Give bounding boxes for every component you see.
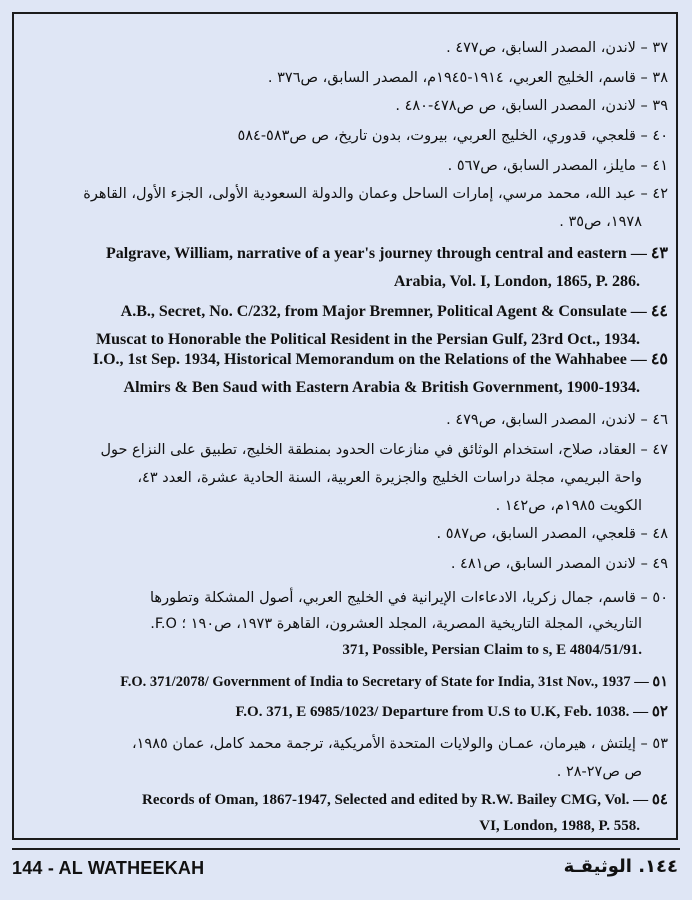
note-line: F.O. 371/2078/ Government of India to Secretary of State for India, 31st Nov., 1937 — ٥١ [120,674,668,690]
note-line: ٤٨ – قلعجي، المصدر السابق، ص٥٨٧ . [436,526,668,542]
note-line: ٤٢ – عبد الله، محمد مرسي، إمارات الساحل وعمان والدولة السعودية الأولى، الجزء الأول، القاهرة [83,186,668,202]
note-line: VI, London, 1988, P. 558. [479,818,640,834]
note-54 [28,790,668,842]
note-line: ٥٠ – قاسم، جمال زكريا، الادعاءات الإيرانية في الخليج العربي، أصول المشكلة وتطورها [150,590,668,606]
note-52 [28,702,668,724]
note-45 [28,350,668,402]
note-line: Records of Oman, 1867-1947, Selected and edited by R.W. Bailey CMG, Vol. — ٥٤ [142,792,668,808]
note-line: F.O. 371, E 6985/1023/ Departure from U.S to U.K, Feb. 1038. — ٥٢ [235,704,668,720]
footer-rule [12,848,680,850]
note-line: Arabia, Vol. I, London, 1865, P. 286. [393,273,640,290]
page-footer [0,848,692,888]
footer-arabic-label: ١٤٤. الوثيقـة [563,856,678,877]
note-46 [28,410,668,432]
note-line: I.O., 1st Sep. 1934, Historical Memorandum on the Relations of the Wahhabee — ٤٥ [92,351,668,368]
note-line: Almirs & Ben Saud with Eastern Arabia & British Government, 1900-1934. [123,379,640,396]
footer-page-label: 144 - AL WATHEEKAH [12,858,205,878]
note-line: ٤٧ – العقاد، صلاح، استخدام الوثائق في منازعات الحدود بمنطقة الخليج، تطبيق على النزاع حول [100,442,668,458]
note-line: ٤٩ – لاندن المصدر السابق، ص٤٨١ . [450,556,668,572]
note-line: ١٩٧٨، ص٣٥ . [559,214,642,230]
note-41 [28,156,668,178]
note-53 [28,734,668,786]
note-line: Palgrave, William, narrative of a year's journey through central and eastern — ٤٣ [105,245,668,262]
note-51 [28,672,668,694]
note-line: ٣٩ – لاندن، المصدر السابق، ص ص٤٧٨-٤٨٠ . [395,98,668,114]
note-line: الكويت ١٩٨٥م، ص١٤٢ . [495,498,642,514]
note-37 [28,38,668,60]
note-38 [28,68,668,90]
note-line: التاريخي، المجلة التاريخية المصرية، المجلد العشرون، القاهرة ١٩٧٣، ص١٩٠ ؛ F.O. [150,616,642,632]
note-44 [28,302,668,354]
note-line: ٣٨ – قاسم، الخليج العربي، ١٩١٤-١٩٤٥م، المصدر السابق، ص٣٧٦ . [267,70,668,86]
note-48 [28,524,668,546]
note-47 [28,440,668,516]
note-line: ٤٠ – قلعجي، قدوري، الخليج العربي، بيروت، بدون تاريخ، ص ص٥٨٣-٥٨٤ [237,128,668,144]
note-line: ٣٧ – لاندن، المصدر السابق، ص٤٧٧ . [446,40,668,56]
note-42 [28,184,668,236]
note-39 [28,96,668,118]
note-line: ص ص٢٧-٢٨ . [556,764,642,780]
note-line: A.B., Secret, No. C/232, from Major Bremner, Political Agent & Consulate — ٤٤ [120,303,668,320]
note-49 [28,554,668,576]
note-line: ٥٣ – إيلتش ، هيرمان، عمـان والولايات المتحدة الأمريكية، ترجمة محمد كامل، عمان ١٩٨٥، [131,736,668,752]
note-43 [28,244,668,296]
note-line: 371, Possible, Persian Claim to s, E 4804/51/91. [342,642,642,658]
note-50 [28,588,668,660]
note-line: ٤٦ – لاندن، المصدر السابق، ص٤٧٩ . [446,412,668,428]
note-line: ٤١ – مايلز، المصدر السابق، ص٥٦٧ . [447,158,668,174]
note-line: واحة البريمي، مجلة دراسات الخليج والجزيرة العربية، السنة الحادية عشرة، العدد ٤٣، [137,470,642,486]
note-line: Muscat to Honorable the Political Resident in the Persian Gulf, 23rd Oct., 1934. [96,331,640,348]
note-40 [28,126,668,148]
